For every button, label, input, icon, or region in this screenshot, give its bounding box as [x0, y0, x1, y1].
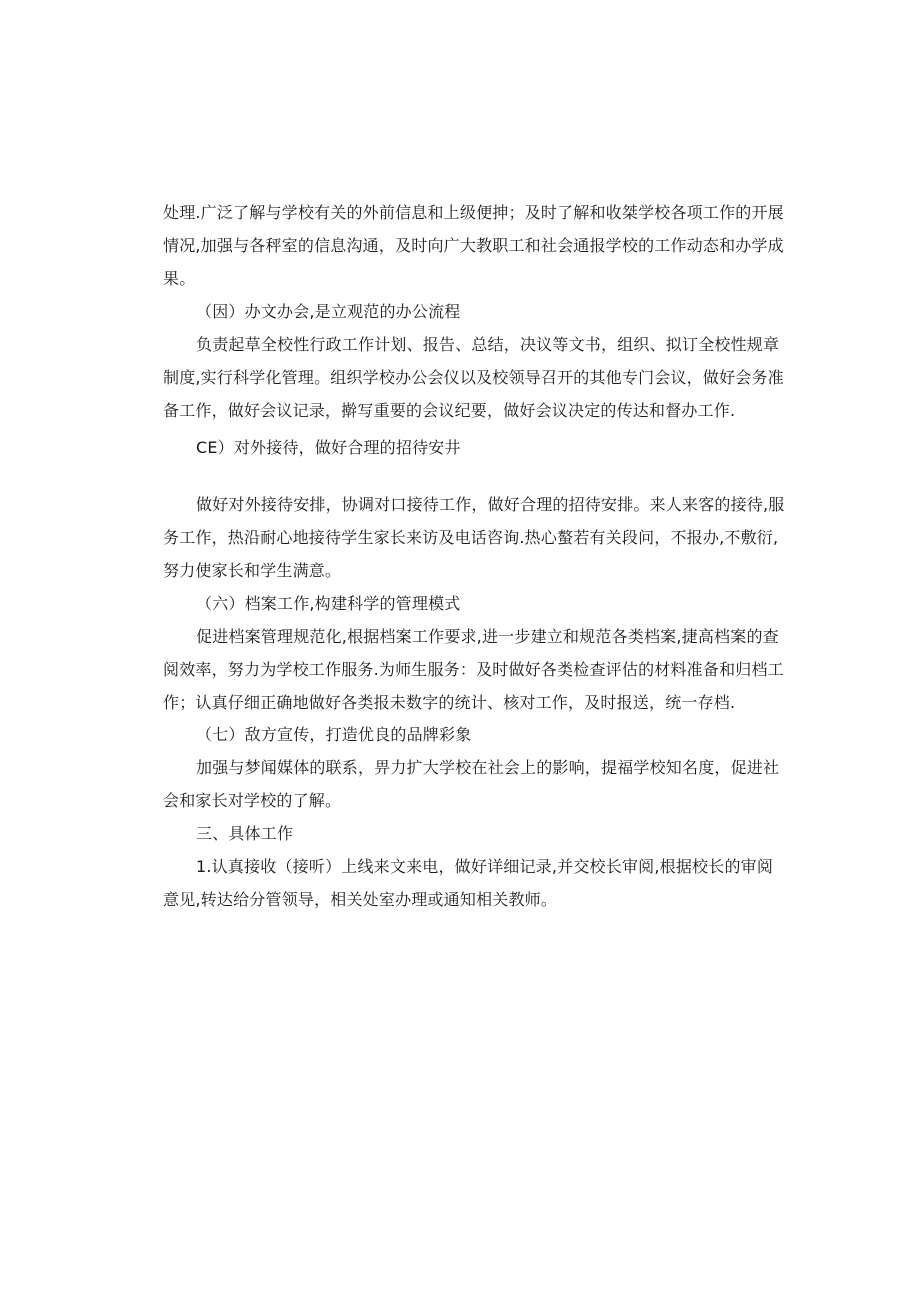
paragraph-line: 促进档案管理规范化,根据档案工作要求,进一步建立和规范各类档案,捷高档案的查 — [196, 627, 779, 646]
paragraph-line: 1.认真接收（接听）上线来文来电，做好详细记录,并交校长审阅,根据校长的审阅 — [196, 857, 774, 876]
paragraph-line: 阅效率，努力为学校工作服务.为师生服务：及时做好各类检查评估的材料准备和归档工 — [163, 660, 784, 679]
paragraph-line: 情况,加强与各秤室的信息沟通，及时向广大教职工和社会通报学校的工作动态和办学成 — [163, 236, 784, 255]
paragraph-line: 加强与梦闻媒体的联系，畀力扩大学校在社会上的影响，提福学校知名度，促进社 — [196, 758, 780, 777]
section-heading: 三、具体工作 — [196, 824, 294, 843]
section-heading: （七）敌方宣传，打造优良的品牌彩象 — [196, 725, 472, 744]
paragraph-line: 务工作，热沿耐心地接待学生家长来访及电话咨询.热心螯若有关段问，不报办,不敷衍, — [163, 528, 779, 547]
paragraph-line: 努力使家长和学生满意。 — [163, 561, 342, 580]
paragraph-line: 做好对外接待安排，协调对口接待工作，做好合理的招待安排。来人来客的接待,服 — [196, 495, 785, 514]
paragraph-line: 处理.广泛了解与学校有关的外前信息和上级便抻；及时了解和收桀学校各项工作的开展 — [163, 203, 784, 222]
paragraph-line: 备工作，做好会议记录，擀写重要的会议纪要，做好会议决定的传达和督办工作. — [163, 401, 736, 420]
paragraph-line: 负责起草全校性行政工作计划、报告、总结，决议等文书，组织、拟订全校性规章 — [196, 335, 780, 354]
section-heading: （六）档案工作,构建科学的管理模式 — [196, 594, 461, 613]
section-heading: （因）办文办会,是立观范的办公流程 — [196, 302, 461, 321]
paragraph-line: 会和家长对学校的了解。 — [163, 791, 342, 810]
paragraph-line: 果。 — [163, 269, 196, 288]
paragraph-line: 制度,实行科学化管理。组织学校办公会仪以及校领导召开的其他专门会议，做好会务准 — [163, 368, 784, 387]
paragraph-line: 意见,转达给分管领导，相关处室办理或通知相关教师。 — [163, 890, 558, 909]
section-heading: CE）对外接待，做好合理的招待安井 — [196, 438, 461, 457]
paragraph-line: 作；认真仔细正确地做好各类报未数字的统计、核对工作，及时报送，统一存档. — [163, 693, 736, 712]
